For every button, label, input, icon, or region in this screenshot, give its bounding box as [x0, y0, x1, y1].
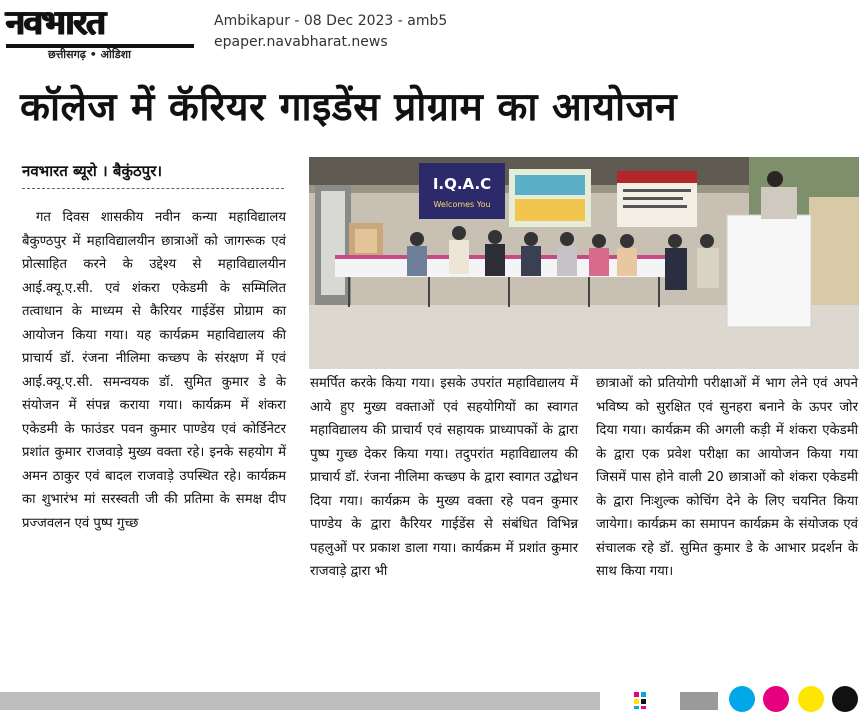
article-column-1	[22, 206, 286, 668]
magenta-swatch	[763, 686, 789, 712]
edition-line: Ambikapur - 08 Dec 2023 - amb5	[214, 13, 448, 29]
logo-subtitle: छत्तीसगढ़ • ओडिशा	[48, 48, 131, 61]
logo-text: नवभारत	[6, 3, 105, 43]
print-gray-strip	[0, 692, 600, 710]
banner-iqac-subtext: Welcomes You	[433, 200, 491, 209]
registration-mark-icon	[632, 690, 652, 710]
article-column-3	[596, 372, 858, 672]
print-gray-swatch	[680, 692, 718, 710]
event-photo-illustration	[309, 157, 859, 369]
article-headline: कॉलेज में कॅरियर गाइडेंस प्रोग्राम का आयोजन	[20, 84, 678, 130]
event-photo	[309, 157, 859, 369]
column-2-text: समर्पित करके किया गया। इसके उपरांत महाविद्यालय में आये हुए मुख्य वक्ताओं एवं सहयोगियों का स्वागत महाविद्यालय की प्राचार्य एवं सहायक प्राध्यापकों के द्वारा पुष्प गुच्छ देकर किया गया। तदुपरांत महाविद्यालय की प्राचार्य डॉ. रंजना नीलिमा कच्छप के द्वारा स्वागत उद्बोधन दिया गया। कार्यक्रम के मुख्य वक्ता रहे पवन कुमार पाण्डेय के द्वारा कैरियर गाईडेंस से संबंधित विभिन्न पहलुओं पर प्रकाश डाला गया। कार्यक्रम में प्रशांत कुमार राजवाड़े द्वारा भी	[310, 376, 578, 579]
column-1-text: गत दिवस शासकीय नवीन कन्या महाविद्यालय बैकुण्ठपुर में महाविद्यालयीन छात्राओं को जागरूक एवं प्रोत्साहित करने के उद्देश्य से महाविद्यालयीन आई.क्यू.ए.सी. एवं शंकरा एकेडमी के सम्मिलित तत्वाधान के माध्यम से कैरियर गाईडेंस प्रोग्राम का आयोजन किया गया। यह कार्यक्रम महाविद्यालय की प्राचार्य डॉ. रंजना नीलिमा कच्छप के संरक्षण में एवं आई.क्यू.ए.सी. समन्वयक डॉ. सुमित कुमार डे के संयोजन में संपन्न कराया गया। कार्यक्रम में शंकरा एकेडमी के फाउंडर पवन कुमार पाण्डेय एवं कोर्डिनेटर प्रशांत कुमार राजवाड़े मुख्य वक्ता रहे। इनके सहयोग में अमन ठाकुर एवं बादल राजवाड़े उपस्थित रहे। कार्यक्रम का शुभारंभ मां सरस्वती जी की प्रतिमा के समक्ष दीप प्रज्जवलन एवं पुष्प गुच्छ	[22, 210, 286, 531]
banner-iqac-text: I.Q.A.C	[432, 175, 492, 193]
article-column-2	[310, 372, 578, 672]
byline-divider	[22, 188, 284, 189]
yellow-swatch	[798, 686, 824, 712]
newspaper-logo	[2, 3, 198, 61]
epaper-url[interactable]: epaper.navabharat.news	[214, 34, 388, 50]
black-swatch	[832, 686, 858, 712]
column-3-text: छात्राओं को प्रतियोगी परीक्षाओं में भाग लेने एवं अपने भविष्य को सुरक्षित एवं सुनहरा बनाने के ऊपर जोर दिया गया। कार्यक्रम की अगली कड़ी में शंकरा एकेडमी के द्वारा एक प्रवेश परीक्षा का आयोजन किया गया जिसमें पास होने वाली 20 छात्राओं को शंकरा एकेडमी के द्वारा निःशुल्क कोचिंग देने के लिए चयनित किया जायेगा। कार्यक्रम का समापन कार्यक्रम के संयोजक एवं संचालक रहे डॉ. सुमित कुमार डे के आभार प्रदर्शन के साथ किया गया।	[596, 376, 858, 579]
cyan-swatch	[729, 686, 755, 712]
article-byline: नवभारत ब्यूरो । बैकुंठपुर।	[22, 162, 163, 180]
